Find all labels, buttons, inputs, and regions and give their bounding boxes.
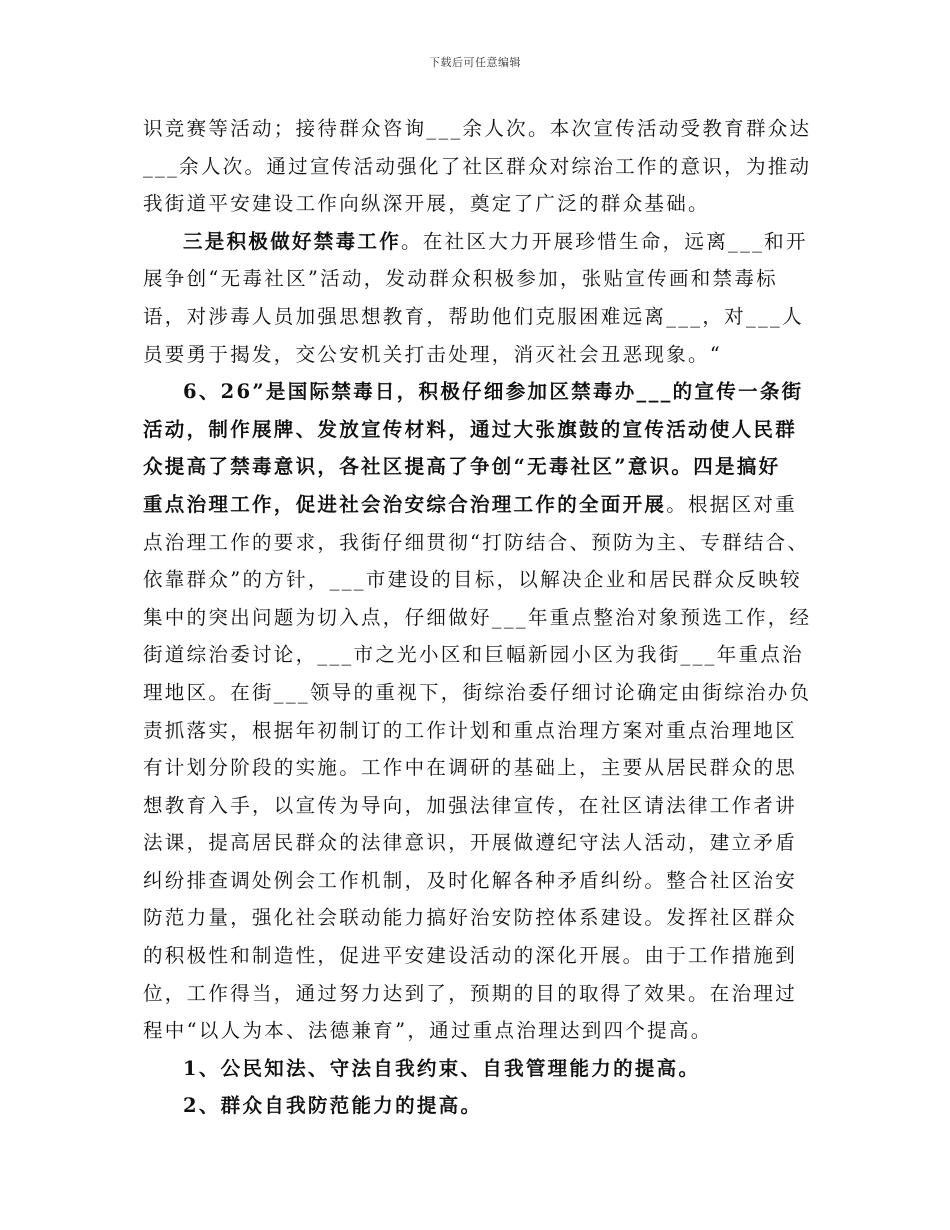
- text-segment: 展争创“无毒社区”活动，发动群众积极参加，张贴宣传画和禁毒标: [143, 267, 778, 291]
- bold-text-segment: 众提高了禁毒意识，各社区提高了争创“无毒社区”意识。四是搞好: [143, 455, 781, 479]
- text-line: [143, 899, 815, 937]
- bold-text-segment: 1、公民知法、守法自我约束、自我管理能力的提高。: [183, 1056, 701, 1080]
- text-segment: 的积极性和制造性，促进平安建设活动的深化开展。由于工作措施到: [143, 944, 798, 968]
- page-header: 下载后可任意编辑: [429, 56, 521, 69]
- text-line: [143, 260, 815, 298]
- text-line: [143, 561, 815, 599]
- text-segment: 街道综治委讨论，___市之光小区和巨幅新园小区为我街___年重点治: [143, 643, 804, 667]
- text-line: [143, 486, 815, 524]
- text-line: [143, 1012, 815, 1050]
- text-segment: 纠纷排查调处例会工作机制，及时化解各种矛盾纠纷。整合社区治安: [143, 868, 798, 892]
- text-line: [143, 599, 815, 637]
- text-segment: 语，对涉毒人员加强思想教育，帮助他们克服困难远离___，对___人: [143, 304, 804, 328]
- bold-text-segment: 活动，制作展牌、发放宣传材料，通过大张旗鼓的宣传活动使人民群: [143, 417, 798, 441]
- text-segment: ___余人次。通过宣传活动强化了社区群众对综治工作的意识，为推动: [143, 154, 812, 178]
- text-line: [143, 787, 815, 825]
- text-line: [143, 524, 815, 562]
- text-line: [143, 937, 815, 975]
- text-line: [143, 298, 815, 336]
- bold-text-segment: 6、26”是国际禁毒日，积极仔细参加区禁毒办___的宣传一条街: [183, 380, 804, 404]
- text-segment: 识竞赛等活动；接待群众咨询___余人次。本次宣传活动受教育群众达: [143, 117, 812, 140]
- bold-text-segment: 三是积极做好禁毒工作: [183, 229, 402, 253]
- text-line: [143, 674, 815, 712]
- text-segment: 位，工作得当，通过努力达到了，预期的目的取得了效果。在治理过: [143, 981, 798, 1005]
- text-line: [143, 1050, 815, 1088]
- text-line: [143, 862, 815, 900]
- text-segment: 责抓落实，根据年初制订的工作计划和重点治理方案对重点治理地区: [143, 718, 798, 742]
- text-segment: 集中的突出问题为切入点，仔细做好___年重点整治对象预选工作，经: [143, 605, 812, 629]
- bold-text-segment: 2、群众自我防范能力的提高。: [183, 1094, 483, 1118]
- text-segment: 依靠群众”的方针，___市建设的目标，以解决企业和居民群众反映较: [143, 568, 802, 592]
- document-body: [143, 110, 815, 1125]
- text-line: [143, 411, 815, 449]
- text-line: [143, 824, 815, 862]
- text-line: [143, 636, 815, 674]
- text-segment: 程中“以人为本、法德兼育”，通过重点治理达到四个提高。: [143, 1019, 713, 1043]
- text-segment: 法课，提高居民群众的法律意识，开展做遵纪守法人活动，建立矛盾: [143, 831, 798, 855]
- text-segment: 防范力量，强化社会联动能力搞好治安防控体系建设。发挥社区群众: [143, 906, 798, 930]
- text-line: [143, 749, 815, 787]
- text-segment: 我街道平安建设工作向纵深开展，奠定了广泛的群众基础。: [143, 192, 710, 216]
- text-line: [143, 110, 815, 148]
- text-line: [143, 148, 815, 186]
- text-segment: 理地区。在街___领导的重视下，街综治委仔细讨论确定由街综治办负: [143, 680, 812, 704]
- text-line: [143, 185, 815, 223]
- text-segment: 。在社区大力开展珍惜生命，远离___和开: [401, 229, 808, 253]
- text-line: [143, 712, 815, 750]
- text-segment: 。根据区对重: [666, 492, 798, 516]
- text-line: [143, 975, 815, 1013]
- text-segment: 点治理工作的要求，我街仔细贯彻“打防结合、预防为主、专群结合、: [143, 530, 810, 554]
- bold-text-segment: 重点治理工作，促进社会治安综合治理工作的全面开展: [143, 492, 667, 516]
- text-line: [143, 1087, 815, 1125]
- text-line: [143, 373, 815, 411]
- text-line: [143, 223, 815, 261]
- text-segment: 想教育入手，以宣传为导向，加强法律宣传，在社区请法律工作者讲: [143, 793, 798, 817]
- text-segment: 有计划分阶段的实施。工作中在调研的基础上，主要从居民群众的思: [143, 756, 798, 780]
- text-line: [143, 448, 815, 486]
- text-segment: 员要勇于揭发，交公安机关打击处理，消灭社会丑恶现象。“: [143, 342, 723, 366]
- text-line: [143, 336, 815, 374]
